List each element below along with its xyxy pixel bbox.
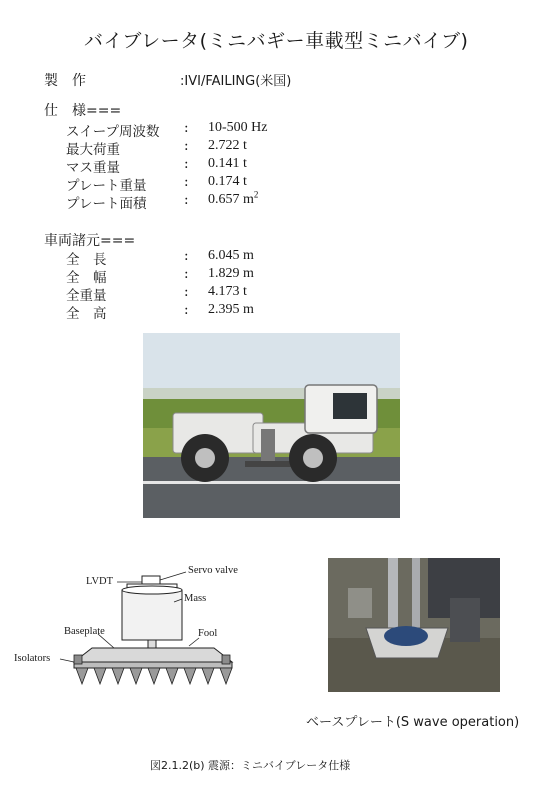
spec-value-text: 10-500 Hz <box>208 120 268 135</box>
figure-caption: 図2.1.2(b) 震源：ミニバイブレータ仕様 <box>150 759 351 772</box>
vehicle-separator: : <box>184 266 189 282</box>
vehicle-value-text: 4.173 t <box>208 284 247 299</box>
spec-heading: 仕 様=== <box>44 103 122 119</box>
vehicle-value-text: 6.045 m <box>208 248 254 263</box>
vehicle-value <box>208 302 254 318</box>
vehicle-label: 全 長 <box>66 252 107 268</box>
spec-label: 最大荷重 <box>66 142 120 158</box>
spec-value <box>208 138 247 154</box>
vehicle-separator: : <box>184 284 189 300</box>
vehicle-value-text: 2.395 m <box>208 302 254 317</box>
spec-separator: : <box>184 192 189 208</box>
vehicle-label: 全重量 <box>66 288 107 304</box>
vehicle-heading: 車両諸元=== <box>44 233 136 249</box>
vehicle-label: 全 高 <box>66 306 107 322</box>
maker-value: :IVI/FAILING(米国) <box>180 74 292 89</box>
spec-separator: : <box>184 156 189 172</box>
spec-value-text: 0.657 m <box>208 192 254 207</box>
diagram-label-isolators: Isolators <box>14 653 51 664</box>
spec-value-text: 0.174 t <box>208 174 247 189</box>
vehicle-separator: : <box>184 302 189 318</box>
spec-value <box>208 156 247 172</box>
spec-label: マス重量 <box>66 160 120 176</box>
page-title: バイブレータ(ミニバギー車載型ミニバイブ) <box>84 30 469 52</box>
baseplate-photo-caption: ベースプレート(S wave operation) <box>306 715 520 730</box>
diagram-label-mass: Mass <box>184 593 207 604</box>
spec-label: プレート重量 <box>66 178 147 194</box>
spec-separator: : <box>184 174 189 190</box>
spec-label: スイープ周波数 <box>66 124 160 140</box>
vehicle-value <box>208 248 254 264</box>
spec-value-text: 2.722 t <box>208 138 247 153</box>
diagram-label-servo-valve: Servo valve <box>188 565 238 576</box>
vehicle-photo <box>143 333 400 518</box>
diagram-label-fool: Fool <box>198 628 218 639</box>
vehicle-value <box>208 266 254 282</box>
spec-value <box>208 174 247 190</box>
spec-value <box>208 189 259 208</box>
vehicle-value <box>208 284 247 300</box>
vehicle-label: 全 幅 <box>66 270 107 286</box>
baseplate-photo <box>328 558 500 692</box>
spec-value-superscript: 2 <box>253 189 259 200</box>
diagram-label-baseplate: Baseplate <box>64 626 105 637</box>
spec-value-text: 0.141 t <box>208 156 247 171</box>
maker-label: 製 作 <box>44 73 86 89</box>
vibrator-diagram <box>14 562 254 692</box>
spec-value <box>208 120 268 136</box>
spec-separator: : <box>184 120 189 136</box>
spec-separator: : <box>184 138 189 154</box>
vehicle-value-text: 1.829 m <box>208 266 254 281</box>
spec-label: プレート面積 <box>66 196 147 212</box>
vehicle-separator: : <box>184 248 189 264</box>
diagram-label-lvdt: LVDT <box>86 576 114 587</box>
